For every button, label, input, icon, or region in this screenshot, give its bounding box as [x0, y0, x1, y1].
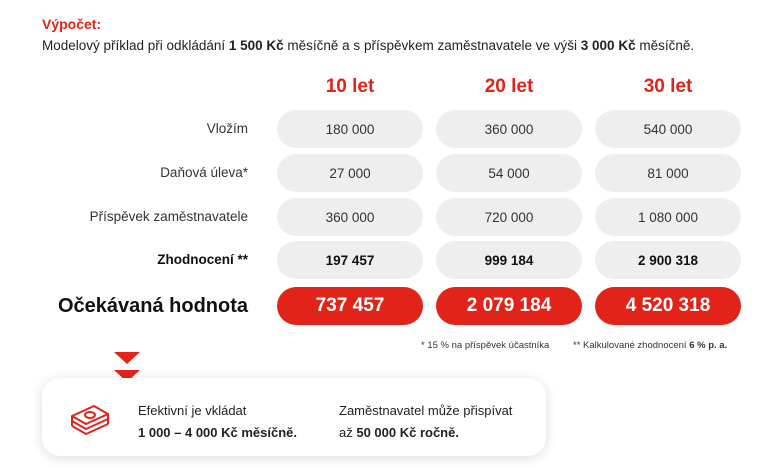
section-title: Výpočet: — [42, 16, 102, 32]
card-employer-line2 — [339, 422, 512, 444]
row-label-appreciation: Zhodnocení ** — [157, 252, 248, 267]
table-cell: 720 000 — [436, 198, 582, 236]
money-stack-icon — [68, 398, 112, 438]
chevron-down-icon — [114, 352, 140, 364]
table-cell: 540 000 — [595, 110, 741, 148]
table-cell: 1 080 000 — [595, 198, 741, 236]
table-cell: 180 000 — [277, 110, 423, 148]
info-card — [42, 378, 546, 456]
total-cell: 4 520 318 — [595, 287, 741, 325]
row-label-deposit: Vložím — [206, 121, 248, 136]
table-cell: 999 184 — [436, 241, 582, 279]
intro-text — [42, 38, 694, 53]
table-cell: 360 000 — [436, 110, 582, 148]
footnote-tax-relief: * 15 % na příspěvek účastníka — [421, 340, 550, 351]
row-label-employer-contribution: Příspěvek zaměstnavatele — [89, 209, 248, 224]
column-header-30: 30 let — [643, 76, 693, 97]
intro-employer-amount: 3 000 Kč — [580, 38, 636, 53]
column-header-20: 20 let — [484, 76, 534, 97]
total-cell: 737 457 — [277, 287, 423, 325]
intro-amount: 1 500 Kč — [228, 38, 284, 53]
intro-pre: Modelový příklad při odkládání — [42, 38, 229, 53]
table-cell: 360 000 — [277, 198, 423, 236]
card-deposit-line2: 1 000 – 4 000 Kč měsíčně. — [138, 425, 298, 440]
card-employer-line2-amount: 50 000 Kč ročně. — [356, 425, 459, 440]
card-employer-info — [339, 400, 512, 444]
table-cell: 2 900 318 — [595, 241, 741, 279]
intro-mid: měsíčně a s příspěvkem zaměstnavatele ve výši — [283, 38, 581, 53]
card-employer-line1: Zaměstnavatel může přispívat — [339, 403, 513, 418]
total-cell: 2 079 184 — [436, 287, 582, 325]
footnote-appreciation-text: ** Kalkulované zhodnocení — [573, 340, 690, 351]
row-label-tax-relief: Daňová úleva* — [160, 165, 248, 180]
card-deposit-info — [138, 400, 297, 444]
table-cell: 197 457 — [277, 241, 423, 279]
table-cell: 81 000 — [595, 154, 741, 192]
card-deposit-line1: Efektivní je vkládat — [138, 403, 247, 418]
card-employer-line2-pre: až — [339, 425, 357, 440]
row-label-expected-value: Očekávaná hodnota — [57, 295, 248, 317]
table-cell: 54 000 — [436, 154, 582, 192]
footnote-appreciation — [573, 340, 727, 351]
intro-post: měsíčně. — [635, 38, 695, 53]
table-cell: 27 000 — [277, 154, 423, 192]
footnote-appreciation-rate: 6 % p. a. — [689, 340, 728, 351]
column-header-10: 10 let — [325, 76, 375, 97]
